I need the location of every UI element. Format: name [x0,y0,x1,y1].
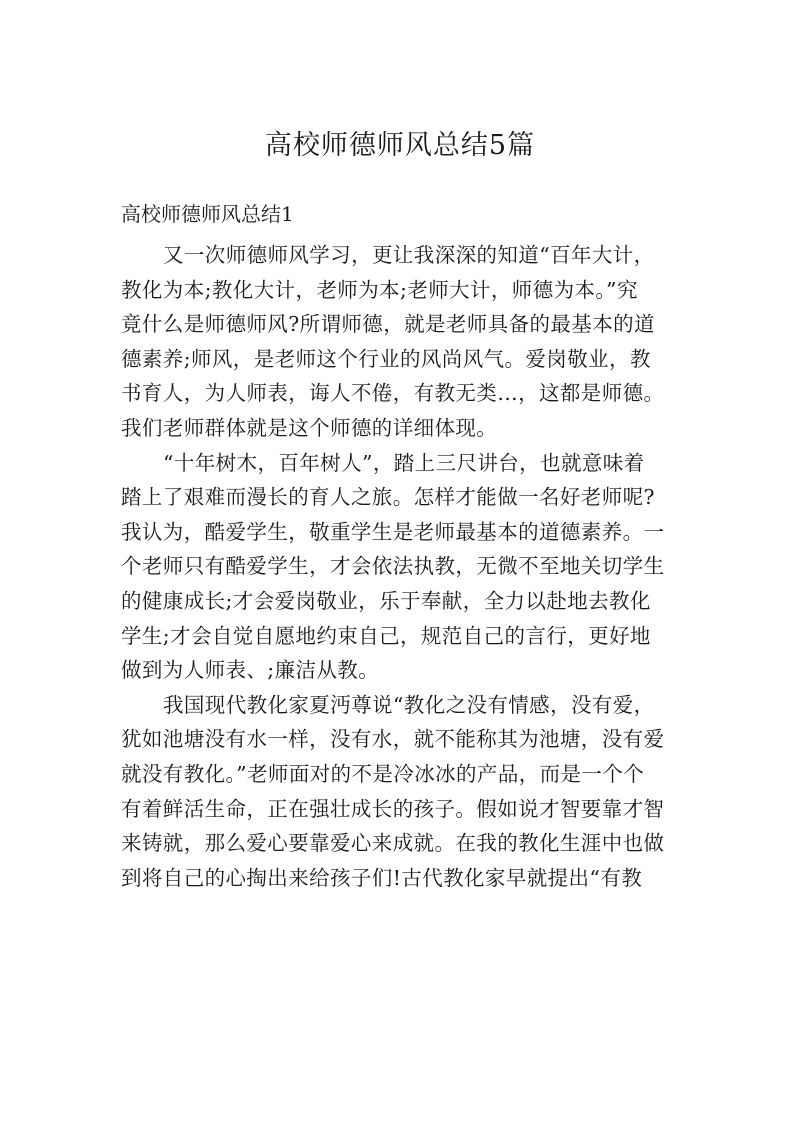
paragraph-line: 我认为，酷爱学生，敬重学生是老师最基本的道德素养。一 [121,519,665,544]
paragraph-line: 来铸就，那么爱心要靠爱心来成就。在我的教化生涯中也做 [121,831,665,856]
paragraph [121,688,687,896]
paragraph-line: 踏上了艰难而漫长的育人之旅。怎样才能做一名好老师呢? [121,485,655,510]
paragraph-line: 又一次师德师风学习，更让我深深的知道“百年大计， [163,243,655,267]
paragraph-line: 就没有教化。”老师面对的不是冷冰冰的产品，而是一个个 [121,761,645,786]
paragraph-line: “十年树木，百年树人”，踏上三尺讲台，也就意味着 [163,450,645,475]
paragraph-line: 我国现代教化家夏沔尊说“教化之没有情感，没有爱， [163,692,655,717]
paragraph-line: 竟什么是师德师风?所谓师德，就是老师具备的最基本的道 [121,312,655,337]
document-title: 高校师德师风总结5篇 [264,130,536,161]
paragraph-line: 犹如池塘没有水一样，没有水，就不能称其为池塘，没有爱 [121,727,665,752]
paragraph-line: 德素养;师风，是老师这个行业的风尚风气。爱岗敬业，教 [121,346,651,371]
section-heading: 高校师德师风总结1 [121,202,294,226]
document-body [121,238,687,895]
paragraph-line: 书育人，为人师表，诲人不倦，有教无类…，这都是师德。 [121,381,665,406]
paragraph [121,238,687,446]
paragraph-line: 有着鲜活生命，正在强壮成长的孩子。假如说才智要靠才智 [121,796,665,821]
paragraph-line: 我们老师群体就是这个师德的详细体现。 [121,415,498,440]
paragraph-line: 个老师只有酷爱学生，才会依法执教，无微不至地关切学生 [121,554,665,579]
paragraph-line: 的健康成长;才会爱岗敬业，乐于奉献，全力以赴地去教化 [121,588,651,613]
paragraph-line: 教化为本;教化大计，老师为本;老师大计，师德为本。”究 [121,277,638,302]
paragraph [121,446,687,688]
paragraph-line: 学生;才会自觉自愿地约束自己，规范自己的言行，更好地 [121,623,651,648]
paragraph-line: 做到为人师表、;廉洁从教。 [121,658,380,683]
paragraph-line: 到将自己的心掏出来给孩子们!古代教化家早就提出“有教 [121,865,643,890]
